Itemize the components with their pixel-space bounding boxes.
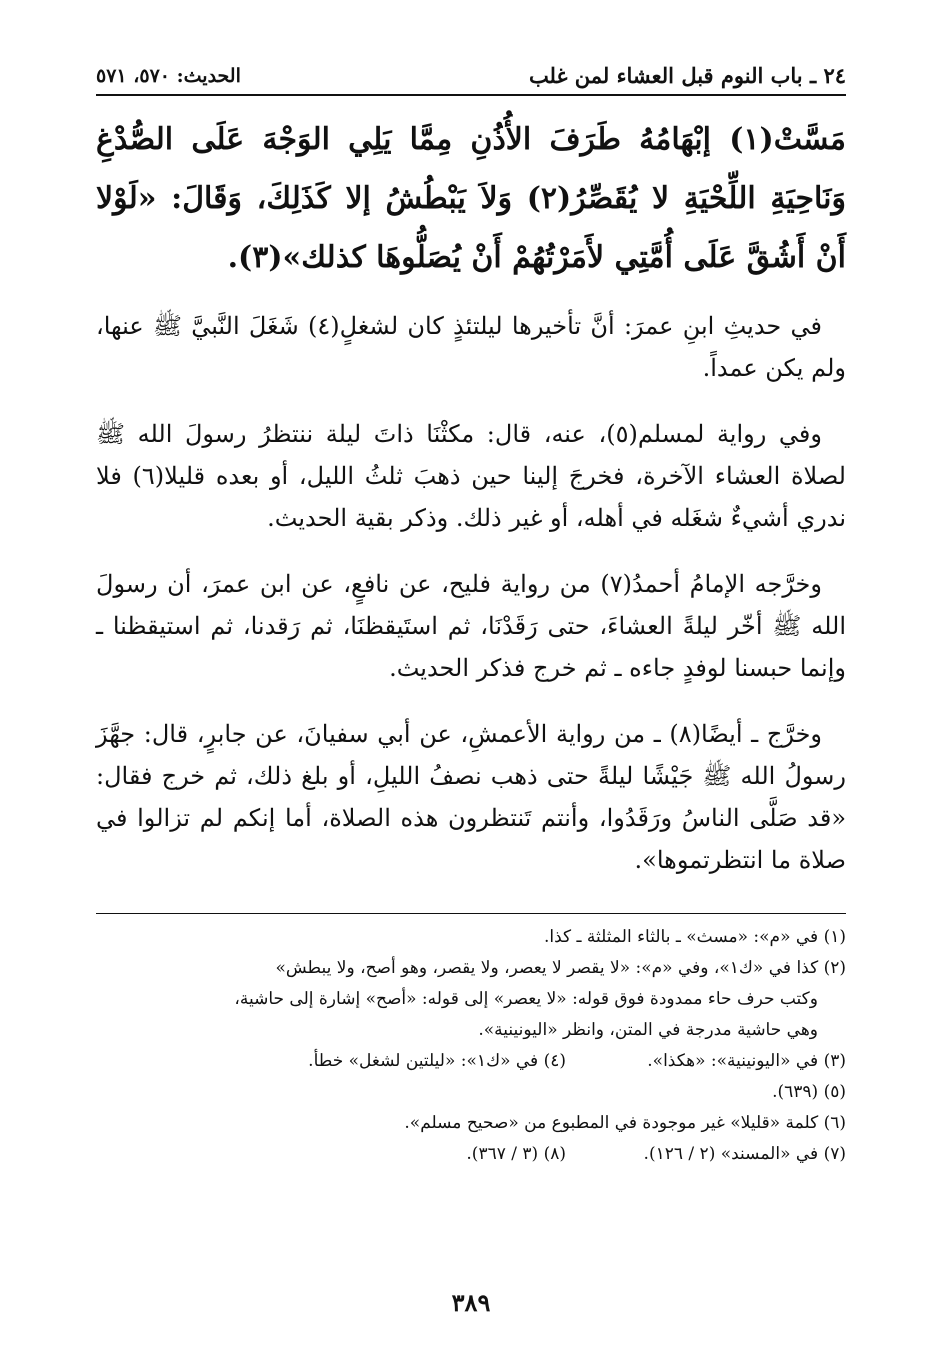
footnote-3: (٣) في «اليونينية»: «هكذا». bbox=[647, 1051, 846, 1071]
footnote-row bbox=[96, 1046, 846, 1077]
commentary-paragraph: في حديثِ ابنِ عمرَ: أنَّ تأخيرها ليلتئذٍ كان لشغلٍ(٤) شَغَلَ النَّبيَّ ﷺ عنها، ولم يكن عمداً. bbox=[96, 312, 846, 382]
footnote-2-line: وكتب حرف حاء ممدودة فوق قوله: «لا يعصر» إلى قوله: «أصح» إشارة إلى حاشية، bbox=[234, 989, 818, 1009]
footnote-7: (٧) في «المسند» (٢ / ١٢٦). bbox=[643, 1144, 846, 1164]
footnote-1: (١) في «م»: «مسث» ـ بالثاء المثلثة ـ كذا. bbox=[544, 927, 846, 947]
book-page bbox=[96, 60, 846, 1170]
footnote-2-line: وهي حاشية مدرجة في المتن، وانظر «اليونينية». bbox=[478, 1020, 818, 1040]
footnote-8: (٨) (٣ / ٣٦٧). bbox=[466, 1144, 566, 1164]
running-header bbox=[96, 60, 846, 96]
hadith-numbers: الحديث: ٥٧٠، ٥٧١ bbox=[96, 65, 241, 87]
footnote-row bbox=[96, 1139, 846, 1170]
footnote-2-line: (٢) كذا في «ك١»، وفي «م»: «لا يقصر لا يعصر، ولا يقصر، وهو أصح، ولا يبطش» bbox=[275, 958, 846, 978]
footnote-divider bbox=[96, 913, 846, 914]
footnote-2 bbox=[96, 953, 846, 1046]
hadith-text: مَسَّتْ(١) إبْهَامُهُ طَرَفَ الأُذُنِ مِمَّا يَلِي الوَجْهَ عَلَى الصُّدْغِ وَنَاحِيَةِ اللِّحْيَةِ لا يُقَصِّرُ(٢) وَلاَ يَبْطُشُ إلا كَذَلِكَ، وَقَالَ: «لَوْلا أَنْ أَشُقَّ عَلَى أُمَّتِي لأَمَرْتُهُمْ أَنْ يُصَلُّوهَا كذلك»(٣). bbox=[96, 122, 846, 275]
footnotes bbox=[96, 922, 846, 1170]
chapter-title: ٢٤ ـ باب النوم قبل العشاء لمن غلب bbox=[528, 63, 846, 88]
commentary-paragraph: وخرَّجه الإمامُ أحمدُ(٧) من رواية فليح، عن نافعٍ، عن ابن عمرَ، أن رسولَ الله ﷺ أخّر ليلةً العشاءَ، حتى رَقَدْنَا، ثم استَيقظنَا، ثم رَقدنا، ثم استيقظنا ـ وإنما حبسنا لوفدٍ جاءه ـ ثم خرج فذكر الحديث. bbox=[96, 570, 846, 682]
footnote-4: (٤) في «ك١»: «ليلتين لشغل» خطأ. bbox=[308, 1051, 566, 1071]
footnote-5: (٥) (٦٣٩). bbox=[772, 1082, 846, 1102]
footnote-6: (٦) كلمة «قليلا» غير موجودة في المطبوع من «صحيح مسلم». bbox=[404, 1113, 846, 1133]
commentary-paragraph: وفي رواية لمسلم(٥)، عنه، قال: مكثْنَا ذاتَ ليلة ننتظرُ رسولَ الله ﷺ لصلاة العشاء الآخرة، فخرجَ إلينا حين ذهبَ ثلثُ الليل، أو بعده قليلا(٦) فلا ندري أشيءٌ شغَله في أهله، أو غير ذلك. وذكر بقية الحديث. bbox=[96, 420, 846, 532]
commentary-paragraph: وخرَّج ـ أيضًا(٨) ـ من رواية الأعمشِ، عن أبي سفيانَ، عن جابرٍ، قال: جهَّزَ رسولُ الله ﷺ جَيْشًا ليلةً حتى ذهب نصفُ الليلِ، أو بلغ ذلك، ثم خرج فقال: «قد صَلَّى الناسُ ورَقَدُوا، وأنتم تَنتظرون هذه الصلاة، أما إنكم لم تزالوا في صلاة ما انتظرتموها». bbox=[96, 720, 846, 874]
page-number: ٣٨٩ bbox=[451, 1288, 491, 1317]
